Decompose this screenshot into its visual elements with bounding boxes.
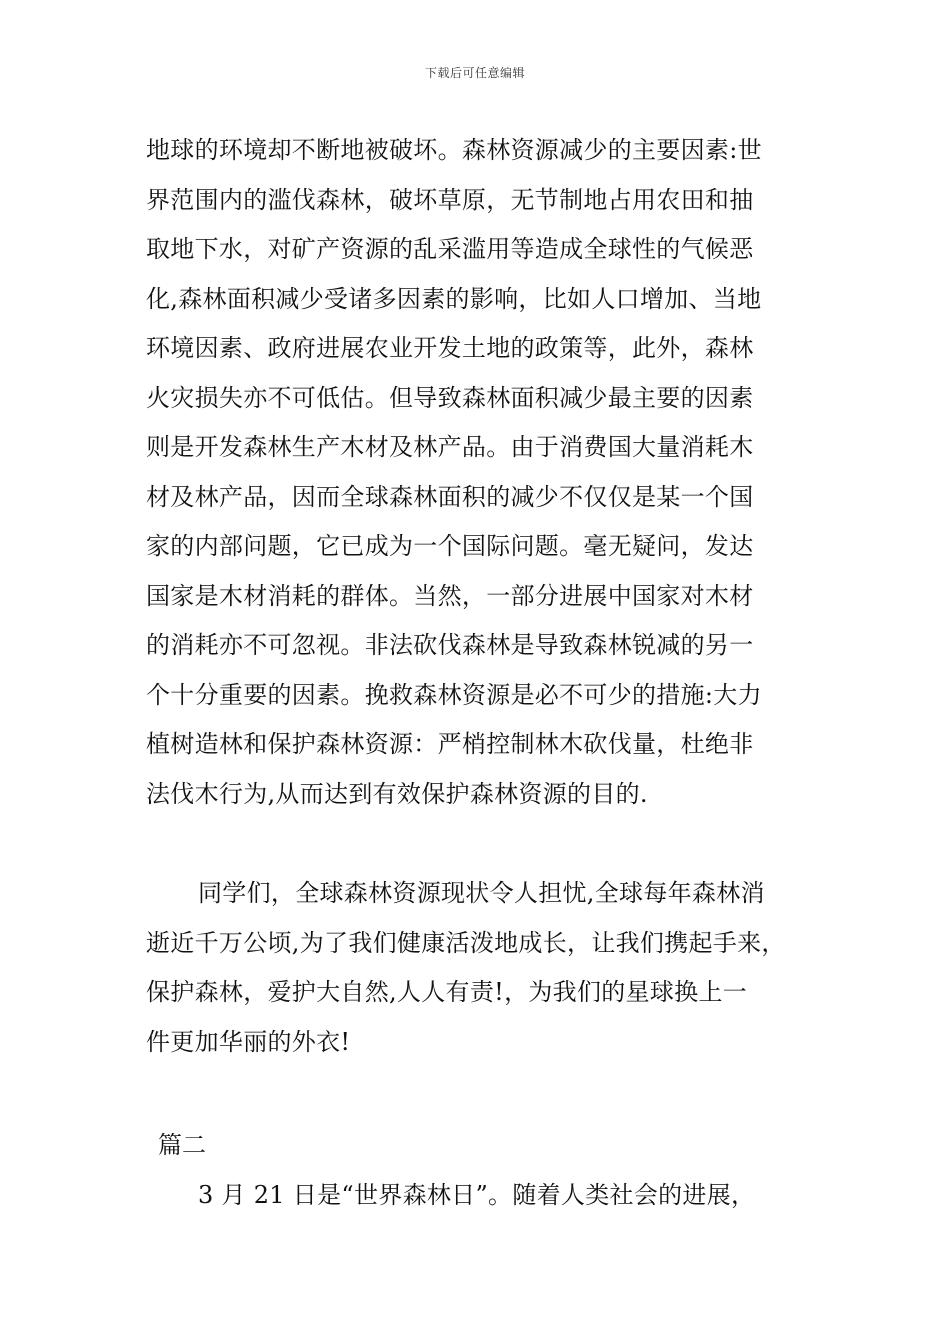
text-line: 火灾损失亦不可低估。但导致森林面积减少最主要的因素 [146,383,754,412]
text-line: 化,森林面积减少受诸多因素的影响，比如人口增加、当地 [146,284,762,313]
text-line: 同学们，全球森林资源现状令人担忧,全球每年森林消 [198,879,765,907]
text-line: 地球的环境却不断地被破坏。森林资源减少的主要因素:世 [146,136,762,164]
text-line: 环境因素、政府进展农业开发土地的政策等，此外，森林 [146,334,754,362]
text-line: 则是开发森林生产木材及林产品。由于消费国大量消耗木 [146,433,754,461]
text-line: 材及林产品，因而全球森林面积的减少不仅仅是某一个国 [146,482,754,511]
text-line: 界范围内的滥伐森林，破坏草原，无节制地占用农田和抽 [146,185,754,214]
text-line: 法伐木行为,从而达到有效保护森林资源的目的. [146,779,648,808]
text-line: 国家是木材消耗的群体。当然，一部分进展中国家对木材 [146,581,754,610]
text-line: 件更加华丽的外衣! [146,1027,351,1056]
paragraph-spacer [146,819,821,869]
paragraph-call-to-action [146,869,821,1067]
text-line: 植树造林和保护森林资源：严梢控制林木砍伐量，杜绝非 [146,730,754,758]
text-line: 的消耗亦不可忽视。非法砍伐森林是导致森林锐减的另一 [146,631,754,659]
text-line: 取地下水，对矿产资源的乱采滥用等造成全球性的气候恶 [146,235,754,263]
text-line: 逝近千万公顷,为了我们健康活泼地成长，让我们携起手来， [146,928,786,957]
text-line: 个十分重要的因素。挽救森林资源是必不可少的措施:大力 [146,680,762,709]
section-heading: 篇二 [158,1131,206,1159]
paragraph-forest-reduction [146,126,821,819]
section-first-line: 3 月 21 日是“世界森林日”。随着人类社会的进展， [198,1181,756,1209]
document-body [146,126,821,1067]
text-line: 家的内部问题，它已成为一个国际问题。毫无疑问，发达 [146,532,754,560]
text-line: 保护森林，爱护大自然,人人有责!，为我们的星球换上一 [146,978,748,1006]
page-header-note: 下载后可任意编辑 [424,66,525,80]
